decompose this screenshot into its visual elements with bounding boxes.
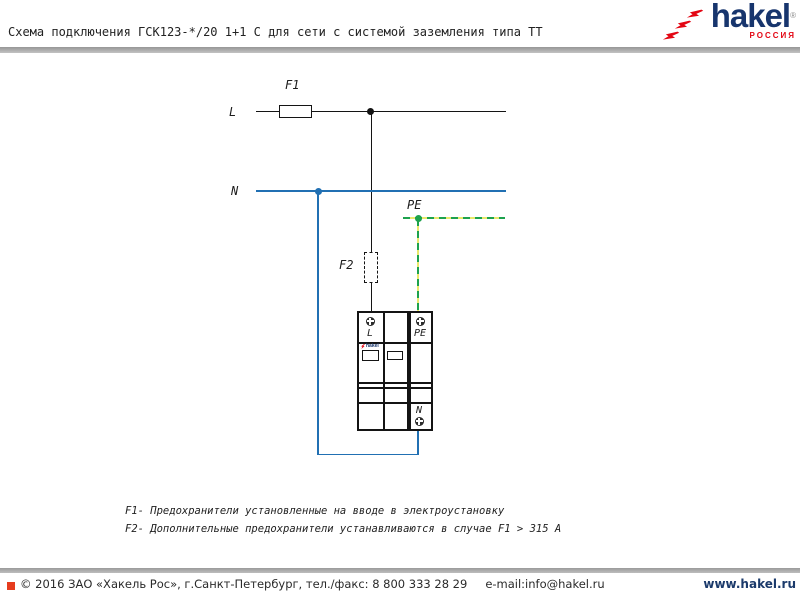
wire-pe-drop — [417, 219, 420, 312]
terminal-pe-label: PE — [413, 328, 427, 339]
terminal-l-label: L — [366, 328, 374, 339]
terminal-screw-pe — [416, 317, 425, 326]
terminal-screw-n — [415, 417, 424, 426]
fuse-f1-symbol — [279, 105, 312, 118]
wire-n-riser — [417, 431, 419, 455]
wire-n-drop — [317, 191, 319, 454]
registered-mark: ® — [790, 11, 796, 20]
footer-email[interactable]: e-mail:info@hakel.ru — [485, 577, 605, 591]
device-column-divider-1 — [383, 313, 385, 429]
junction-dot-pe — [415, 215, 422, 222]
device-brand-logo — [361, 343, 379, 349]
page-title: Схема подключения ГСК123-*/20 1+1 C для сети с системой заземления типа TT — [8, 25, 543, 39]
device-row-divider-2a — [359, 382, 431, 384]
footer-bullet — [7, 582, 15, 590]
fuse-f1-label: F1 — [285, 78, 300, 92]
device-window-l — [362, 350, 379, 361]
fuse-f2-symbol — [364, 252, 378, 283]
logo-text — [711, 2, 796, 40]
footer-divider — [0, 568, 800, 573]
header-divider — [0, 47, 800, 53]
wire-n-label: N — [231, 184, 239, 198]
lightning-bolts-icon — [661, 4, 709, 46]
junction-dot-l — [367, 108, 374, 115]
terminal-n-label: N — [415, 405, 423, 416]
spd-device — [357, 311, 433, 431]
logo-brand — [710, 0, 796, 34]
device-brand-text: hakel — [366, 342, 379, 349]
terminal-screw-l — [366, 317, 375, 326]
device-row-divider-3 — [359, 402, 431, 404]
wire-pe-label: PE — [407, 198, 422, 212]
fuse-f2-label: F2 — [339, 258, 354, 272]
footer-contact — [20, 577, 605, 591]
footer-website-link[interactable]: www.hakel.ru — [703, 577, 796, 591]
device-window-mid — [387, 351, 403, 360]
note-f1: F1- Предохранители установленные на вводе в электроустановку — [125, 505, 505, 517]
wire-l-label: L — [229, 105, 237, 119]
device-brand-bolt-icon — [361, 344, 365, 349]
wire-n — [256, 190, 506, 192]
hakel-logo — [661, 2, 796, 46]
junction-dot-n — [315, 188, 322, 195]
logo-country: РОССИЯ — [749, 31, 796, 40]
device-row-divider-2b — [359, 387, 431, 389]
wire-n-bottom — [317, 454, 419, 456]
note-f2: F2- Дополнительные предохранители устанавливаются в случае F1 > 315 А — [125, 523, 562, 535]
logo-brand-text: hakel — [710, 0, 791, 34]
footer-copyright: © 2016 ЗАО «Хакель Рос», г.Санкт-Петербург, тел./факс: 8 800 333 28 29 — [20, 577, 468, 591]
